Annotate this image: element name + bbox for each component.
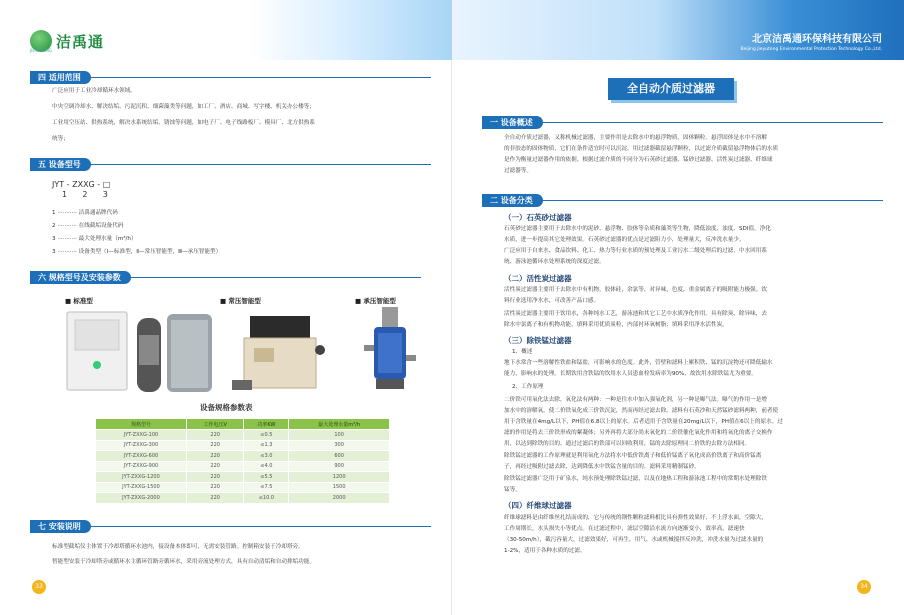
table-cell: ≤7.5 xyxy=(244,482,289,493)
section-2-title: 二 设备分类 xyxy=(482,194,543,207)
product-image-pressure xyxy=(360,305,420,395)
model-item-1: 1 ··········· 洁禹通品牌代码 xyxy=(52,210,118,216)
subsection-fiber-title: （四）纤维球过滤器 xyxy=(504,501,572,510)
sec4-line-2: 中央空调冷却水、解决结垢、污泥沉积、细菌藻类等问题，如工厂、酒店、商城、写字楼、机关办公楼等； xyxy=(52,104,315,110)
table-row xyxy=(96,461,390,472)
table-cell: 2000 xyxy=(289,493,390,504)
table-cell: 1200 xyxy=(289,472,390,483)
section-7-header xyxy=(30,520,431,533)
product-label-atmospheric: ■ 常压智能型 xyxy=(220,297,261,305)
spec-header-flow: 最大处理水量m³/h xyxy=(289,419,390,430)
table-cell: JYT-ZXXG-300 xyxy=(96,440,187,451)
section-6-header xyxy=(30,271,421,284)
table-cell: 100 xyxy=(289,430,390,441)
subsection-quartz-title: （一）石英砂过滤器 xyxy=(504,213,572,222)
section-7-title: 七 安装说明 xyxy=(30,520,91,533)
table-cell: ≤0.5 xyxy=(244,430,289,441)
company-name xyxy=(740,30,882,52)
table-cell: 220 xyxy=(186,430,244,441)
sub2-line-1: 活性炭过滤器主要用于去除水中有机物，胶体硅，余氯等，对异味，色度，重金属离子的吸附能力极强。饮 xyxy=(504,287,767,293)
section-4-header xyxy=(30,71,431,84)
page-number-left: 33 xyxy=(32,580,46,594)
product-label-standard: ■ 标准型 xyxy=(65,297,93,305)
spec-header-voltage: 工作电压V xyxy=(186,419,244,430)
logo-subtext: JIEYUTONG xyxy=(30,48,52,53)
page-title: 全自动介质过滤器 xyxy=(608,78,734,100)
table-cell: 220 xyxy=(186,493,244,504)
sub4-line-1: 纤维球滤料是由纤维丝扎结而成的，它与传统的钢性颗粒滤料相比具有弹性效果好，不上浮水面，空隙大， xyxy=(504,515,767,521)
subsection-carbon-title: （二）活性炭过滤器 xyxy=(504,274,572,283)
sec1-line-4: 过滤器等。 xyxy=(504,168,532,174)
sec1-line-1: 全自动介质过滤器，又称机械过滤器，主要作用是去除水中的悬浮物质、固体颗粒。悬浮固体是水中不溶解 xyxy=(504,135,767,141)
sub3-line-7: 用于含铁量在4mg/L以下，PH值在6.8以上的原水。后者适用于含铁量在20mg/L以下，PH值在6以上的原水。过 xyxy=(504,419,783,425)
table-row xyxy=(96,482,390,493)
sub4-line-4: 1-2%，适用于各种水质的过滤。 xyxy=(504,548,586,554)
spec-table-title: 设备规格参数表 xyxy=(200,403,253,412)
sub4-line-2: 工作周期长，水头损失小等优点。在过滤过程中，滤层空隙沿水流方向逐渐变小，效率高，滤速快 xyxy=(504,526,745,532)
sub3-line-9: 用，以达到除铁的目的。通过过滤后的铁部可以回收利用，锰的去除原理同二价铁的去除方法相同。 xyxy=(504,441,751,447)
table-cell: 220 xyxy=(186,472,244,483)
section-4-title: 四 适用范围 xyxy=(30,71,91,84)
sec4-line-4: 统等； xyxy=(52,136,69,142)
section-1-header xyxy=(482,116,883,129)
table-cell: ≤1.3 xyxy=(244,440,289,451)
table-cell: JYT-ZXXG-2000 xyxy=(96,493,187,504)
table-cell: 220 xyxy=(186,461,244,472)
table-cell: JYT-ZXXG-900 xyxy=(96,461,187,472)
model-code: JYT - ZXXG - □ xyxy=(52,180,111,189)
page-number-right: 34 xyxy=(857,580,871,594)
spec-header-model: 规格型号 xyxy=(96,419,187,430)
section-5-header xyxy=(30,158,431,171)
sub1-line-4: 统、游泳池循环水处理系统的深度过滤。 xyxy=(504,259,605,265)
sub1-line-2: 水质，进一步提高其它处理效果。石英砂过滤器的优点是过滤阻力小，处理量大，反冲洗水量少。 xyxy=(504,237,745,243)
model-item-2: 2 ··········· 在线截垢设备代码 xyxy=(52,223,124,229)
table-cell: ≤10.0 xyxy=(244,493,289,504)
table-cell: 220 xyxy=(186,440,244,451)
table-row xyxy=(96,440,390,451)
table-row xyxy=(96,472,390,483)
table-cell: 220 xyxy=(186,482,244,493)
spec-table-header-row xyxy=(96,419,390,430)
sub2-line-2: 料行业选用净水水，可改善产品口感。 xyxy=(504,298,600,304)
model-code-numbers: 1 2 3 xyxy=(62,190,108,199)
table-cell: JYT-ZXXG-600 xyxy=(96,451,187,462)
logo-text: 洁禹通 xyxy=(56,32,105,51)
section-6-title: 六 规格型号及安装参数 xyxy=(30,271,131,284)
product-label-pressure: ■ 承压智能型 xyxy=(355,297,396,305)
table-cell: ≤5.5 xyxy=(244,472,289,483)
table-cell: 900 xyxy=(289,461,390,472)
table-row xyxy=(96,493,390,504)
section-5-title: 五 设备型号 xyxy=(30,158,91,171)
section-2-header xyxy=(482,194,883,207)
sub3-line-1: 1、概述 xyxy=(512,349,533,355)
model-item-3: 3 ··········· 最大处理水量（m³/h） xyxy=(52,236,137,242)
sub3-line-6: 加水中的溶解氧，使二价铁氧化成三价铁沉淀，然而再经过滤去除。滤料有石英沙和天然锰砂滤料两种，前者使 xyxy=(504,408,779,414)
sec4-line-3: 工业用空压站、供热系统，解决水系统结垢、锈蚀等问题，如电子厂、电子线路板厂、模具厂、北方供热系 xyxy=(52,120,315,126)
table-row xyxy=(96,451,390,462)
sec1-line-3: 是作为衡量过滤器作用的依据。根据过滤介质的不同分为石英砂过滤器、锰砂过滤器、活性炭过滤器、纤维球 xyxy=(504,157,773,163)
table-cell: ≤3.0 xyxy=(244,451,289,462)
table-cell: 1500 xyxy=(289,482,390,493)
section-1-title: 一 设备概述 xyxy=(482,116,543,129)
spec-header-power: 功率KW xyxy=(244,419,289,430)
table-cell: JYT-ZXXG-100 xyxy=(96,430,187,441)
table-cell: 220 xyxy=(186,451,244,462)
model-item-4: 3 ··········· 设备类型（Ⅰ—标准型，Ⅱ—常压智能型，Ⅲ—承压智能型） xyxy=(52,249,222,255)
spec-table xyxy=(95,418,390,504)
product-image-atmospheric xyxy=(230,310,335,395)
sub3-line-10: 除铁锰过滤器的工作原理就是利用氧化方法将水中低价铁离子和低价锰离子氧化成高价铁离子和高价锰离 xyxy=(504,453,762,459)
sec7-line-2: 智能型安装于冷却塔旁或循环水主循环管路旁循环水，采用旁流处理方式，具有自动清垢和自动排垢功能。 xyxy=(52,559,315,565)
right-page xyxy=(452,0,904,615)
table-row xyxy=(96,430,390,441)
sub3-line-4: 2、工作原理 xyxy=(512,384,544,390)
sub3-line-2: 地下水常含一些溶解性铁盐和锰盐，可影响水的色度。此外，管壁和滤料上累积铁、锰的沉淀物还可降低输水 xyxy=(504,360,773,366)
table-cell: 600 xyxy=(289,451,390,462)
sec1-line-2: 的非胶态的固体物质，它们在条件适宜时可以沉淀。用过滤器截留悬浮颗粒，以过滤介质截留悬浮物体后的水质 xyxy=(504,146,779,152)
sec7-line-1: 标准型截垢仪主体置于冷却塔循环水池内，接设备本体即可，无需安装管路。控制箱安装于冷却塔旁。 xyxy=(52,544,304,550)
table-cell: ≤4.0 xyxy=(244,461,289,472)
sub3-line-11: 子，再经过吸附过滤去除，达到降低水中铁锰含量的目的。滤料采用精制锰砂。 xyxy=(504,464,700,470)
company-name-en: Beijing Jieyutong Environmental Protection Technology Co.,Ltd. xyxy=(740,47,882,52)
sub3-line-5: 二价铁可用氧化法去除，氧化法有两种：一种是往水中加入强氧化剂，另一种是曝气法。曝气的作用一是增 xyxy=(504,397,767,403)
table-cell: JYT-ZXXG-1200 xyxy=(96,472,187,483)
sub1-line-1: 石英砂过滤器主要用于去除水中的泥砂、悬浮物、胶体等杂质和藻类等生物，降低浊度、浊度、SDI值，净化 xyxy=(504,226,771,232)
company-name-cn: 北京洁禹通环保科技有限公司 xyxy=(752,34,882,45)
sub3-line-8: 滤的作用是将去三价铁形成的絮凝体；另外再将大部分尚未氧化的二价铁催化氧化作用和将氧化的离子交换作 xyxy=(504,430,773,436)
sub1-line-3: 广泛应用于自来水、食品饮料、化工、热力等行业水质的预处理及工业污水二级处理后的过滤，中水回用系 xyxy=(504,248,767,254)
sub2-line-4: 除水中氯离子和有机物功能。填料采用优质炭粒，内部衬环氧树脂；填料采用净水活性炭。 xyxy=(504,322,728,328)
sub3-line-12: 除铁锰过滤器广泛用于矿泉水，纯水预处理除铁锰过滤，以及在地热工程和游泳池工程中的常期水处理除铁 xyxy=(504,476,767,482)
table-cell: 300 xyxy=(289,440,390,451)
sub3-line-13: 锰等。 xyxy=(504,487,521,493)
sec4-line-1: 广泛应用于工业冷却循环水领域。 xyxy=(52,88,136,94)
sub2-line-3: 活性炭过滤器主要用于饮用水，各种纯水工艺，游泳池和其它工艺中水质净化作用。具有除臭、除异味，去 xyxy=(504,311,767,317)
sub4-line-3: （30-50m/h），截污容量大，过滤效果好，可再生，用气、水或机械搅拌反冲洗，冲洗水量为过滤水量的 xyxy=(504,537,764,543)
subsection-iron-title: （三）除铁锰过滤器 xyxy=(504,336,572,345)
product-image-standard xyxy=(65,310,215,395)
table-cell: JYT-ZXXG-1500 xyxy=(96,482,187,493)
sub3-line-3: 能力，影响水的处理。长期饮用含铁锰的饮用水人员患血栓发病率为90%，故饮用水除铁锰尤为重要。 xyxy=(504,371,757,377)
